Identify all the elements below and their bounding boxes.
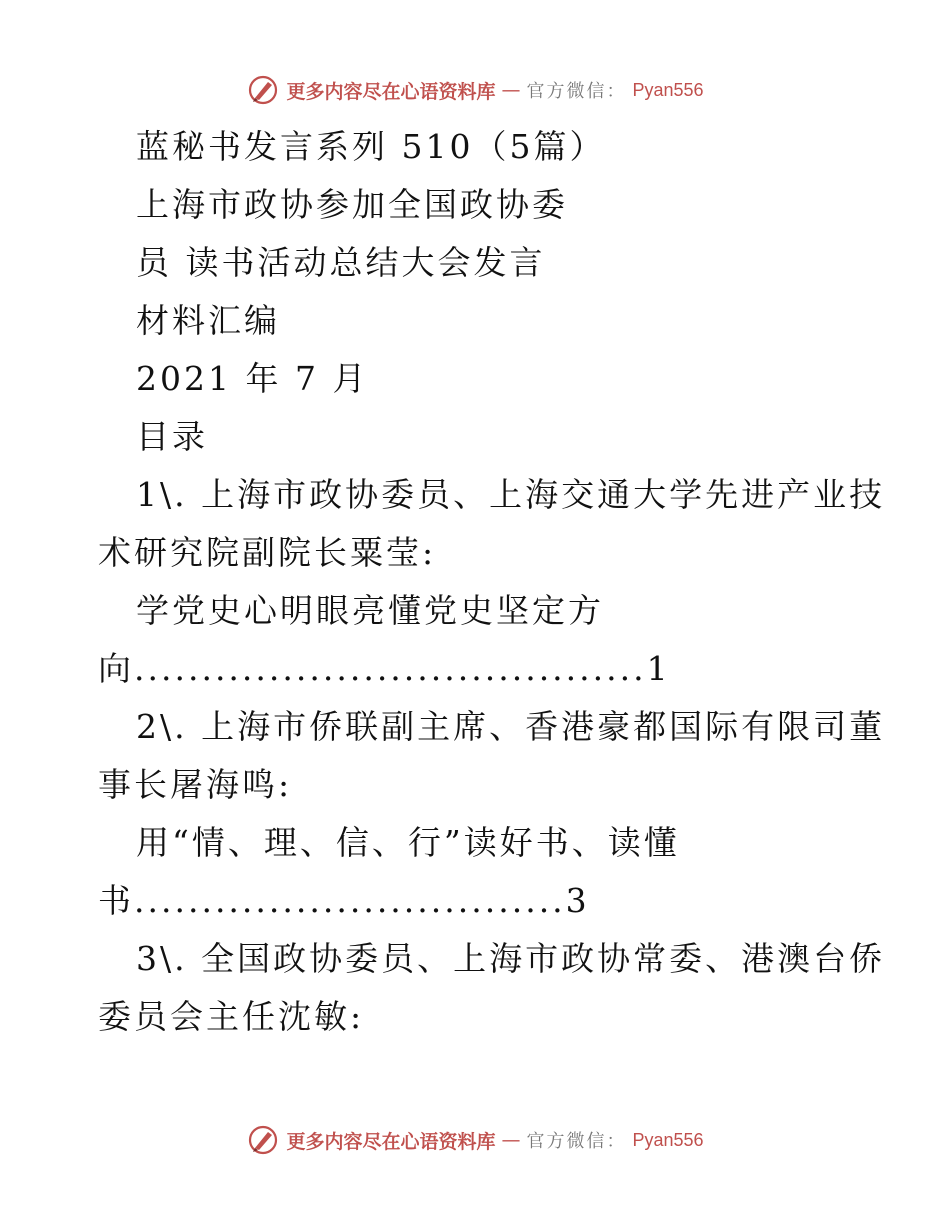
doc-date: 2021 年 7 月	[136, 359, 369, 398]
toc-entry-1-author: 1\. 上海市政协委员、上海交通大学先进产业技	[136, 475, 886, 514]
toc-entry-3-author: 3\. 全国政协委员、上海市政协常委、港澳台侨	[136, 939, 886, 978]
watermark-dash: —	[501, 1129, 521, 1151]
pen-logo-icon	[246, 1123, 280, 1157]
watermark-wechat-label: 官方微信：	[526, 81, 627, 102]
toc-entry-2-title-cont: 书................................3	[98, 881, 590, 920]
toc-entry-1-title: 学党史心明眼亮懂党史坚定方	[136, 591, 604, 630]
watermark-wechat-label: 官方微信：	[526, 1131, 627, 1152]
toc-heading: 目录	[136, 417, 208, 456]
watermark-text: 更多内容尽在心语资料库	[286, 1130, 496, 1153]
toc-entry-3-author-cont: 委员会主任沈敏:	[98, 997, 365, 1036]
toc-entry-2-author-cont: 事长屠海鸣:	[98, 765, 293, 804]
doc-title-line-3: 材料汇编	[136, 301, 280, 340]
watermark-wechat-id: Pyan556	[632, 79, 704, 100]
toc-entry-1-title-cont: 向......................................1	[98, 649, 671, 688]
watermark-text: 更多内容尽在心语资料库	[286, 80, 496, 103]
watermark-wechat-id: Pyan556	[632, 1129, 704, 1150]
pen-logo-icon	[246, 73, 280, 107]
watermark-group	[246, 73, 703, 107]
doc-title-line-1: 上海市政协参加全国政协委	[136, 185, 568, 224]
watermark-group	[246, 1123, 703, 1157]
doc-title-series: 蓝秘书发言系列 510（5篇）	[136, 127, 606, 166]
toc-entry-1-author-cont: 术研究院副院长粟莹:	[98, 533, 437, 572]
toc-entry-2-author: 2\. 上海市侨联副主席、香港豪都国际有限司董	[136, 707, 886, 746]
watermark-header	[0, 70, 950, 110]
toc-entry-2-title: 用“情、理、信、行”读好书、读懂	[136, 823, 680, 862]
document-body	[98, 118, 886, 1046]
watermark-dash: —	[501, 79, 521, 101]
doc-title-line-2: 员 读书活动总结大会发言	[136, 243, 546, 282]
watermark-footer	[0, 1120, 950, 1160]
